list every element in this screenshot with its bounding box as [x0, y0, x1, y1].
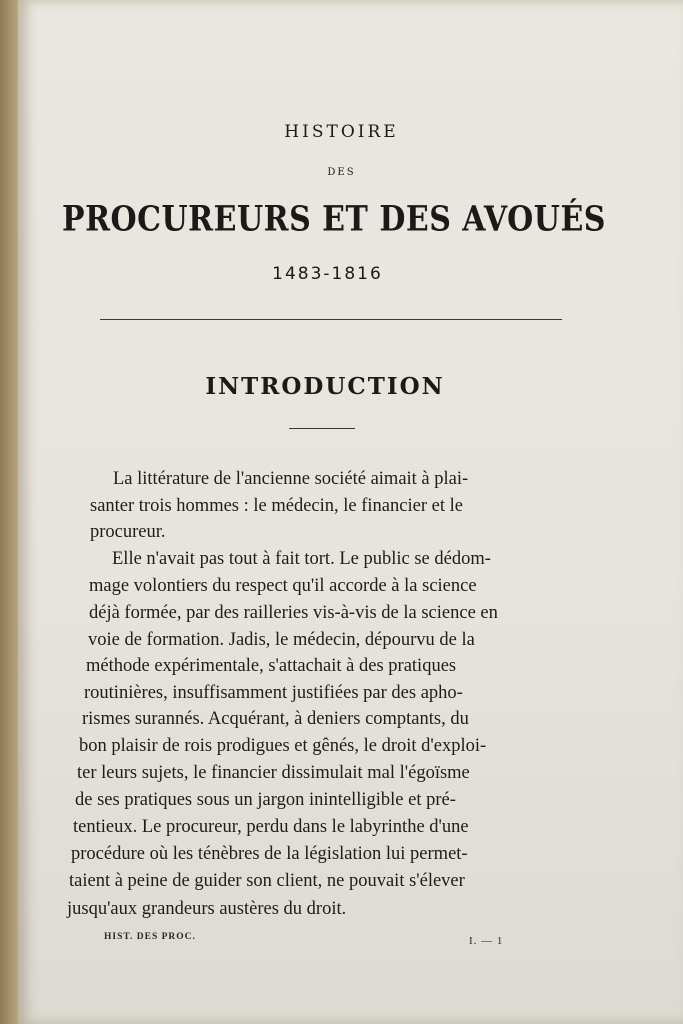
text-line: de ses pratiques sous un jargon inintelligible et pré-	[75, 790, 456, 810]
title-histoire: HISTOIRE	[284, 122, 399, 142]
title-des: DES	[327, 167, 356, 178]
text-line: procureur.	[90, 522, 166, 542]
text-line: santer trois hommes : le médecin, le financier et le	[90, 496, 463, 516]
text-line: rismes surannés. Acquérant, à deniers comptants, du	[82, 709, 469, 729]
text-line: Elle n'avait pas tout à fait tort. Le public se dédom-	[112, 549, 491, 569]
title-divider	[100, 319, 562, 320]
text-line: voie de formation. Jadis, le médecin, dépourvu de la	[88, 630, 475, 650]
text-line: mage volontiers du respect qu'il accorde à la science	[89, 576, 477, 596]
title-years: 1483-1816	[272, 264, 383, 284]
text-line: déjà formée, par des railleries vis-à-vis de la science en	[89, 603, 498, 623]
text-line: La littérature de l'ancienne société aimait à plai-	[113, 469, 469, 489]
text-line: taient à peine de guider son client, ne pouvait s'élever	[69, 871, 465, 891]
text-line: bon plaisir de rois prodigues et gênés, le droit d'exploi-	[79, 736, 487, 756]
main-title: PROCUREURS ET DES AVOUÉS	[62, 199, 606, 240]
section-heading: INTRODUCTION	[205, 373, 445, 400]
text-line: méthode expérimentale, s'attachait à des pratiques	[86, 656, 457, 676]
text-line: ter leurs sujets, le financier dissimulait mal l'égoïsme	[77, 763, 470, 783]
text-line: routinières, insuffisamment justifiées par des apho-	[84, 683, 463, 703]
footer-signature: HIST. DES PROC.	[104, 932, 196, 942]
heading-divider	[289, 428, 355, 429]
text-line: procédure où les ténèbres de la législation lui permet-	[71, 844, 468, 864]
text-line: jusqu'aux grandeurs austères du droit.	[67, 899, 347, 919]
page-number: I. — 1	[469, 935, 504, 947]
text-line: tentieux. Le procureur, perdu dans le labyrinthe d'une	[73, 817, 469, 837]
